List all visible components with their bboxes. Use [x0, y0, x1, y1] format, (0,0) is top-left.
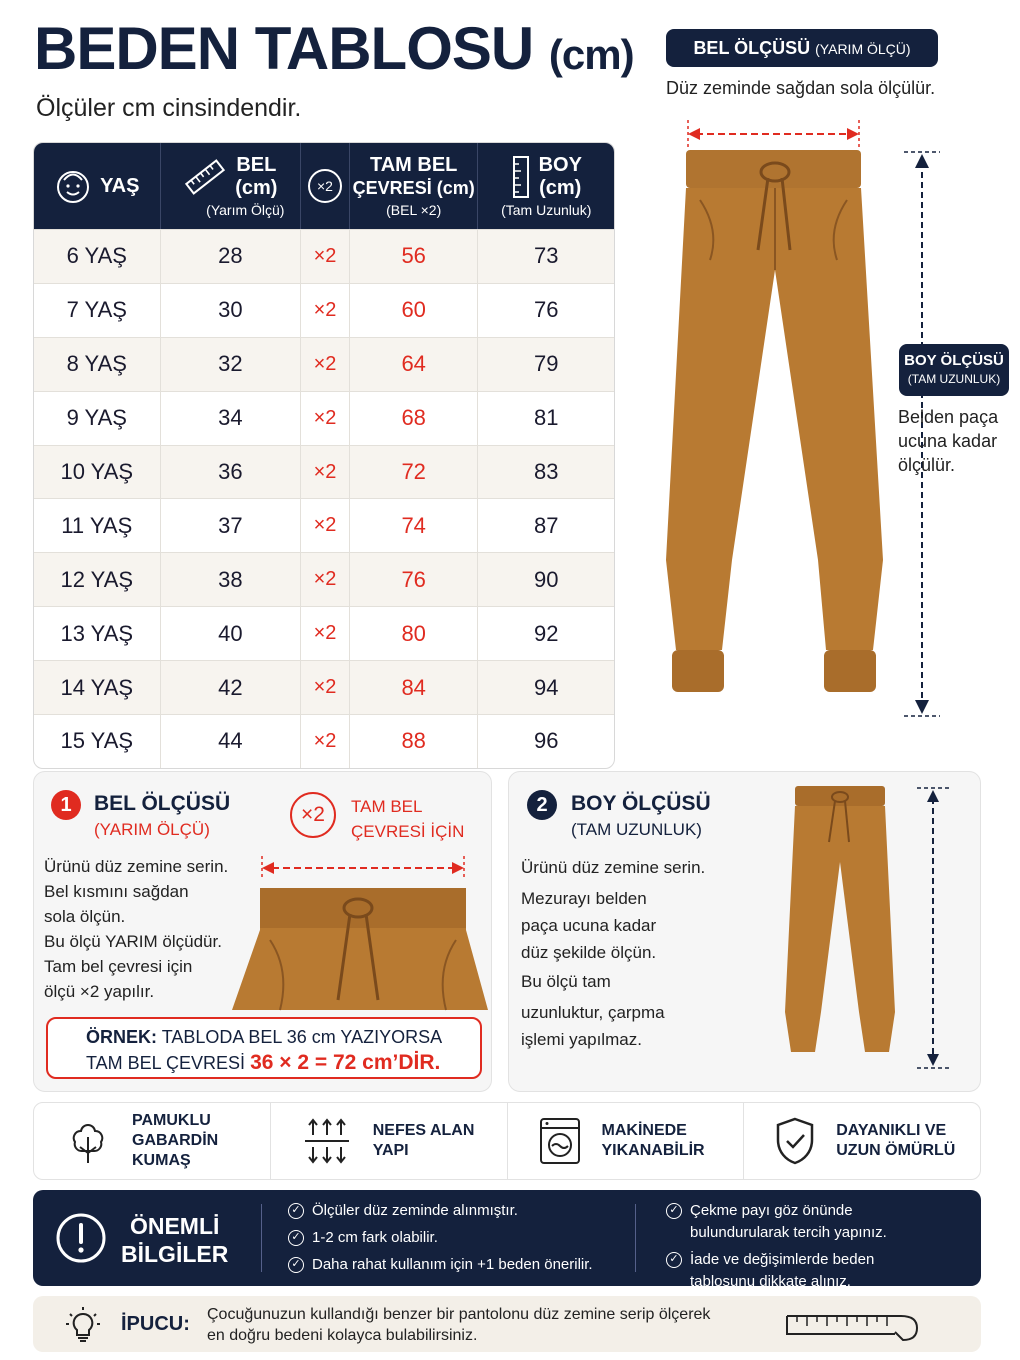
- example-box: ÖRNEK: TABLODA BEL 36 cm YAZIYORSA TAM BEL ÇEVRESİ 36 × 2 = 72 cm’DİR.: [46, 1017, 482, 1079]
- table-row: [34, 660, 614, 714]
- card2-body: Ürünü düz zemine serin. Mezurayı belden paça ucuna kadar düz şekilde ölçün. Bu ölçü tam uzunluktur, çarpma işlemi yapılmaz.: [521, 858, 706, 1049]
- waist-arrow: [688, 120, 859, 148]
- bel-cell: 34: [161, 392, 302, 445]
- tip-box: [33, 1296, 981, 1352]
- header-bel: BEL (cm) (Yarım Ölçü): [161, 143, 302, 229]
- breathable-icon: [301, 1117, 353, 1165]
- mult-cell: ×2: [301, 661, 350, 714]
- boy-measure-note: Belden paça ucuna kadar ölçülür.: [898, 407, 999, 475]
- tam-bel-cell: 80: [350, 607, 479, 660]
- mult-cell: ×2: [301, 607, 350, 660]
- check-icon: ✓: [666, 1203, 682, 1219]
- table-row: [34, 714, 614, 768]
- card1-title: BEL ÖLÇÜSÜ: [94, 792, 231, 815]
- warning-icon: [55, 1212, 107, 1264]
- tam-bel-cell: 60: [350, 284, 479, 337]
- header-mult: [301, 143, 350, 229]
- cotton-icon: [64, 1117, 112, 1165]
- check-icon: ✓: [288, 1257, 304, 1273]
- pants-small-image: [777, 782, 977, 1082]
- page-subtitle: Ölçüler cm cinsindendir.: [36, 94, 302, 122]
- table-row: [34, 445, 614, 499]
- header-tam-bel: TAM BEL ÇEVRESİ (cm) (BEL ×2): [350, 143, 479, 229]
- mult-cell: ×2: [301, 392, 350, 445]
- child-face-icon: [54, 167, 92, 205]
- bel-measure-note: Düz zeminde sağdan sola ölçülür.: [666, 78, 936, 98]
- table-row: [34, 606, 614, 660]
- bel-cell: 40: [161, 607, 302, 660]
- mult-cell: ×2: [301, 230, 350, 283]
- tam-bel-cell: 84: [350, 661, 479, 714]
- step-number-2: 2: [527, 790, 557, 820]
- title-unit: (cm): [548, 31, 634, 78]
- table-row: [34, 391, 614, 445]
- age-cell: 9 YAŞ: [34, 392, 161, 445]
- boy-cell: 94: [533, 674, 559, 700]
- boy-cell: 79: [533, 351, 559, 377]
- age-cell: 7 YAŞ: [34, 284, 161, 337]
- age-cell: 13 YAŞ: [34, 607, 161, 660]
- pants-image: [666, 150, 883, 692]
- lightbulb-icon: [65, 1306, 101, 1344]
- tam-bel-cell: 74: [350, 499, 479, 552]
- bel-cell: 36: [161, 446, 302, 499]
- important-info: [33, 1190, 981, 1290]
- boy-cell: 90: [533, 566, 559, 592]
- check-icon: ✓: [666, 1252, 682, 1268]
- table-row: [34, 337, 614, 391]
- table-body: [34, 229, 614, 768]
- boy-measure-badge: BOY ÖLÇÜSÜ (TAM UZUNLUK): [899, 344, 1009, 396]
- feature-cotton: PAMUKLU GABARDİN KUMAŞ: [34, 1103, 271, 1179]
- check-icon: ✓: [288, 1230, 304, 1246]
- tam-bel-cell: 88: [350, 715, 479, 768]
- waist-closeup-image: [230, 850, 492, 1015]
- mult-cell: ×2: [301, 553, 350, 606]
- boy-cell: 87: [533, 512, 559, 538]
- bel-measure-badge: BEL ÖLÇÜSÜ (YARIM ÖLÇÜ): [666, 29, 938, 67]
- bel-cell: 42: [161, 661, 302, 714]
- age-cell: 15 YAŞ: [34, 715, 161, 768]
- length-instruction-card: [508, 771, 981, 1092]
- boy-cell: 81: [533, 405, 559, 431]
- multiply-circle-icon: ×2: [290, 792, 336, 838]
- tam-bel-cell: 64: [350, 338, 479, 391]
- table-row: [34, 229, 614, 283]
- bel-cell: 32: [161, 338, 302, 391]
- shield-check-icon: [774, 1116, 816, 1166]
- age-cell: 10 YAŞ: [34, 446, 161, 499]
- bel-cell: 37: [161, 499, 302, 552]
- size-table: [33, 142, 615, 769]
- age-cell: 11 YAŞ: [34, 499, 161, 552]
- card2-subtitle: (TAM UZUNLUK): [571, 820, 702, 839]
- boy-cell: 92: [533, 620, 559, 646]
- bel-cell: 30: [161, 284, 302, 337]
- vertical-ruler-icon: [511, 155, 531, 199]
- important-col-2: ✓ Çekme payı göz önünde bulundurularak tercih yapınız. ✓ İade ve değişimlerde beden tablosunu dikkate alınız.: [666, 1200, 906, 1298]
- tip-text: Çocuğunuzun kullandığı benzer bir pantolonu düz zemine serip ölçerek en doğru bedeni kolayca bulabilirsiniz.: [207, 1306, 711, 1344]
- header-age: YAŞ: [34, 143, 161, 229]
- features-bar: [33, 1102, 981, 1180]
- boy-cell: 73: [533, 243, 559, 269]
- tam-bel-cell: 72: [350, 446, 479, 499]
- boy-cell: 96: [533, 728, 559, 754]
- tip-label: İPUCU:: [121, 1313, 190, 1335]
- feature-washable: MAKİNEDE YIKANABİLİR: [508, 1103, 745, 1179]
- bel-cell: 44: [161, 715, 302, 768]
- age-cell: 12 YAŞ: [34, 553, 161, 606]
- tam-bel-cell: 56: [350, 230, 479, 283]
- table-header: [34, 143, 614, 229]
- table-row: [34, 498, 614, 552]
- step-number-1: 1: [51, 790, 81, 820]
- bel-cell: 38: [161, 553, 302, 606]
- check-icon: ✓: [288, 1203, 304, 1219]
- card1-subtitle: (YARIM ÖLÇÜ): [94, 820, 210, 839]
- mult-cell: ×2: [301, 499, 350, 552]
- table-row: [34, 552, 614, 606]
- measuring-tape-icon: [783, 1304, 923, 1346]
- card1-body: Ürünü düz zemine serin. Bel kısmını sağdan sola ölçün. Bu ölçü YARIM ölçüdür. Tam bel çevresi için ölçü ×2 yapılır.: [44, 857, 229, 1001]
- mult-cell: ×2: [301, 715, 350, 768]
- boy-cell: 76: [533, 297, 559, 323]
- bel-cell: 28: [161, 230, 302, 283]
- mult-cell: ×2: [301, 338, 350, 391]
- header-boy: BOY (cm) (Tam Uzunluk): [501, 154, 592, 218]
- card1-tam-label: TAM BEL ÇEVRESİ İÇİN: [351, 797, 465, 841]
- tam-bel-cell: 76: [350, 553, 479, 606]
- age-cell: 6 YAŞ: [34, 230, 161, 283]
- age-cell: 8 YAŞ: [34, 338, 161, 391]
- important-title: ÖNEMLİ BİLGİLER: [121, 1213, 229, 1267]
- multiply-badge: ×2: [308, 169, 342, 203]
- tam-bel-cell: 68: [350, 392, 479, 445]
- mult-cell: ×2: [301, 284, 350, 337]
- washing-machine-icon: [538, 1116, 582, 1166]
- age-cell: 14 YAŞ: [34, 661, 161, 714]
- ruler-icon: [183, 157, 227, 197]
- page-title: BEDEN TABLOSU (cm): [34, 15, 634, 82]
- waist-instruction-card: [33, 771, 492, 1092]
- feature-breathable: NEFES ALAN YAPI: [271, 1103, 508, 1179]
- table-row: [34, 283, 614, 337]
- boy-cell: 83: [533, 459, 559, 484]
- feature-durable: DAYANIKLI VE UZUN ÖMÜRLÜ: [744, 1103, 980, 1179]
- important-col-1: ✓ Ölçüler düz zeminde alınmıştır. ✓ 1-2 cm fark olabilir. ✓ Daha rahat kullanım için +1 beden önerilir.: [288, 1200, 628, 1281]
- mult-cell: ×2: [301, 446, 350, 499]
- card2-title: BOY ÖLÇÜSÜ: [571, 792, 711, 815]
